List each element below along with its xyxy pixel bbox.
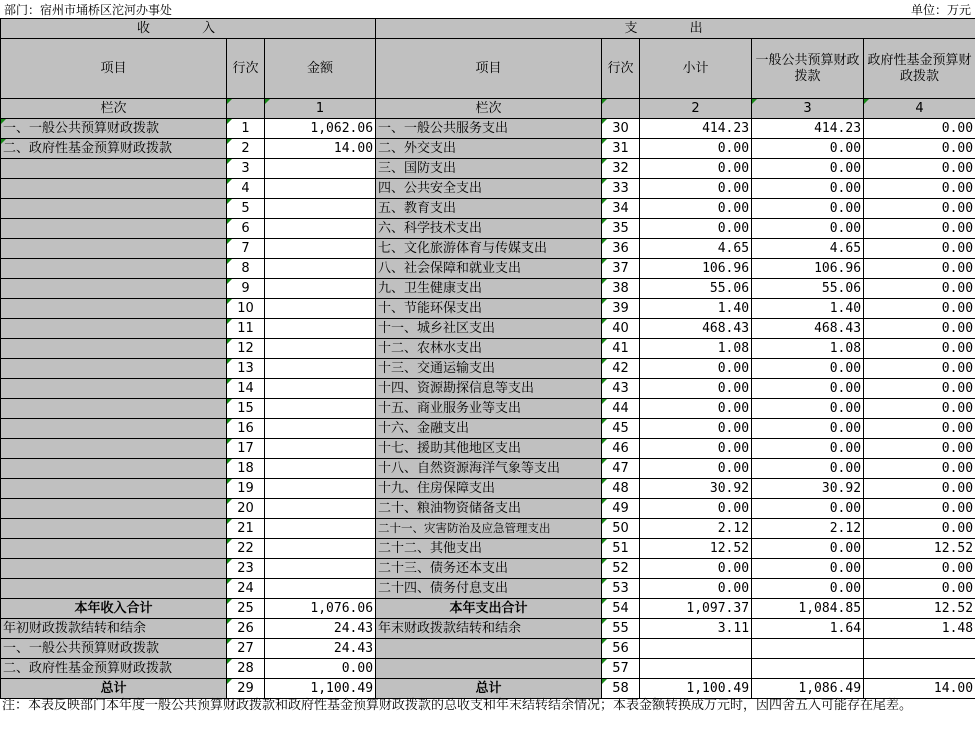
fund-budget-value: 0.00 xyxy=(864,159,975,179)
colnum-blank xyxy=(602,99,640,119)
colnum-label: 栏次 xyxy=(1,99,227,119)
fund-budget-value: 0.00 xyxy=(864,319,975,339)
expense-line: 46 xyxy=(602,439,640,459)
expense-item: 三、国防支出 xyxy=(376,159,602,179)
income-item xyxy=(1,439,227,459)
table-row xyxy=(1,239,975,259)
fund-budget-value: 0.00 xyxy=(864,559,975,579)
expense-item: 二十一、灾害防治及应急管理支出 xyxy=(376,519,602,539)
unit-label: 单位：万元 xyxy=(910,3,971,17)
expense-item: 九、卫生健康支出 xyxy=(376,279,602,299)
income-amount xyxy=(265,279,376,299)
expense-line: 56 xyxy=(602,639,640,659)
expense-item: 四、公共安全支出 xyxy=(376,179,602,199)
table-row xyxy=(1,159,975,179)
expense-line: 48 xyxy=(602,479,640,499)
budget-table xyxy=(0,18,975,699)
subtotal-value: 1,100.49 xyxy=(640,679,752,699)
income-amount: 1,076.06 xyxy=(265,599,376,619)
subtotal-value: 30.92 xyxy=(640,479,752,499)
subtotal-value: 2.12 xyxy=(640,519,752,539)
income-amount xyxy=(265,359,376,379)
subtotal-value: 1.40 xyxy=(640,299,752,319)
table-row xyxy=(1,359,975,379)
expense-line: 39 xyxy=(602,299,640,319)
fund-budget-value: 0.00 xyxy=(864,519,975,539)
subtotal-value: 468.43 xyxy=(640,319,752,339)
general-budget-value xyxy=(752,639,864,659)
expense-item: 十六、金融支出 xyxy=(376,419,602,439)
income-line: 26 xyxy=(227,619,265,639)
income-line: 3 xyxy=(227,159,265,179)
subtotal-value: 1,097.37 xyxy=(640,599,752,619)
expense-line: 53 xyxy=(602,579,640,599)
table-row xyxy=(1,299,975,319)
grand-total-row xyxy=(1,679,975,699)
income-item xyxy=(1,379,227,399)
table-row xyxy=(1,319,975,339)
expense-line: 58 xyxy=(602,679,640,699)
income-item xyxy=(1,499,227,519)
expense-title: 支 出 xyxy=(376,19,975,39)
income-amount xyxy=(265,199,376,219)
fund-budget-value: 0.00 xyxy=(864,499,975,519)
amount-header: 金额 xyxy=(265,39,376,99)
income-amount xyxy=(265,579,376,599)
expense-line: 42 xyxy=(602,359,640,379)
expense-line: 49 xyxy=(602,499,640,519)
table-row xyxy=(1,199,975,219)
table-row xyxy=(1,579,975,599)
general-budget-value: 0.00 xyxy=(752,379,864,399)
expense-line: 50 xyxy=(602,519,640,539)
expense-line: 34 xyxy=(602,199,640,219)
subtotal-value: 0.00 xyxy=(640,579,752,599)
income-title: 收 入 xyxy=(1,19,376,39)
expense-item xyxy=(376,659,602,679)
income-amount xyxy=(265,539,376,559)
income-amount: 1,100.49 xyxy=(265,679,376,699)
income-item xyxy=(1,419,227,439)
general-budget-value: 0.00 xyxy=(752,159,864,179)
expense-item: 十八、自然资源海洋气象等支出 xyxy=(376,459,602,479)
income-amount xyxy=(265,499,376,519)
general-budget-value: 468.43 xyxy=(752,319,864,339)
subtotal-value: 0.00 xyxy=(640,439,752,459)
income-amount xyxy=(265,399,376,419)
expense-item: 二十四、债务付息支出 xyxy=(376,579,602,599)
general-budget-value: 0.00 xyxy=(752,579,864,599)
expense-line: 32 xyxy=(602,159,640,179)
expense-line: 55 xyxy=(602,619,640,639)
expense-line: 47 xyxy=(602,459,640,479)
income-line: 24 xyxy=(227,579,265,599)
fund-budget-value: 0.00 xyxy=(864,579,975,599)
income-line: 2 xyxy=(227,139,265,159)
annual-total-row xyxy=(1,599,975,619)
fund-budget-value: 14.00 xyxy=(864,679,975,699)
expense-line: 30 xyxy=(602,119,640,139)
fund-budget-value: 0.00 xyxy=(864,279,975,299)
income-item xyxy=(1,159,227,179)
general-budget-value: 1.64 xyxy=(752,619,864,639)
subtotal-value: 0.00 xyxy=(640,199,752,219)
income-item xyxy=(1,559,227,579)
income-amount xyxy=(265,419,376,439)
income-amount xyxy=(265,259,376,279)
subtotal-value: 0.00 xyxy=(640,139,752,159)
income-line: 13 xyxy=(227,359,265,379)
expense-item: 二十三、债务还本支出 xyxy=(376,559,602,579)
income-item xyxy=(1,519,227,539)
subtotal-value: 0.00 xyxy=(640,159,752,179)
income-amount xyxy=(265,339,376,359)
expense-line: 51 xyxy=(602,539,640,559)
expense-line-header: 行次 xyxy=(602,39,640,99)
expense-line: 43 xyxy=(602,379,640,399)
income-item: 本年收入合计 xyxy=(1,599,227,619)
income-item xyxy=(1,259,227,279)
income-line: 27 xyxy=(227,639,265,659)
income-item xyxy=(1,319,227,339)
expense-line: 36 xyxy=(602,239,640,259)
income-line: 12 xyxy=(227,339,265,359)
expense-item: 六、科学技术支出 xyxy=(376,219,602,239)
table-row xyxy=(1,219,975,239)
general-budget-value: 106.96 xyxy=(752,259,864,279)
expense-item: 二、外交支出 xyxy=(376,139,602,159)
department-label: 部门：宿州市埇桥区沱河办事处 xyxy=(4,3,173,17)
expense-item: 十五、商业服务业等支出 xyxy=(376,399,602,419)
table-row xyxy=(1,479,975,499)
subtotal-value: 55.06 xyxy=(640,279,752,299)
income-line-header: 行次 xyxy=(227,39,265,99)
income-amount xyxy=(265,559,376,579)
expense-item: 二十、粮油物资储备支出 xyxy=(376,499,602,519)
colnum-3: 3 xyxy=(752,99,864,119)
income-amount xyxy=(265,239,376,259)
table-row xyxy=(1,179,975,199)
fund-budget-value: 0.00 xyxy=(864,119,975,139)
subtotal-header: 小计 xyxy=(640,39,752,99)
income-item xyxy=(1,279,227,299)
fund-budget-value: 0.00 xyxy=(864,359,975,379)
income-item xyxy=(1,179,227,199)
table-row xyxy=(1,339,975,359)
expense-item: 年末财政拨款结转和结余 xyxy=(376,619,602,639)
income-item xyxy=(1,199,227,219)
general-budget-value: 0.00 xyxy=(752,199,864,219)
general-budget-value: 0.00 xyxy=(752,499,864,519)
income-line: 29 xyxy=(227,679,265,699)
income-line: 23 xyxy=(227,559,265,579)
general-budget-value: 30.92 xyxy=(752,479,864,499)
income-line: 19 xyxy=(227,479,265,499)
expense-line: 54 xyxy=(602,599,640,619)
income-item: 二、政府性基金预算财政拨款 xyxy=(1,659,227,679)
income-line: 16 xyxy=(227,419,265,439)
subtotal-value: 106.96 xyxy=(640,259,752,279)
income-amount xyxy=(265,219,376,239)
expense-item: 十三、交通运输支出 xyxy=(376,359,602,379)
column-number-row xyxy=(1,99,975,119)
subtotal-value: 4.65 xyxy=(640,239,752,259)
income-item: 年初财政拨款结转和结余 xyxy=(1,619,227,639)
expense-item: 八、社会保障和就业支出 xyxy=(376,259,602,279)
subtotal-value: 414.23 xyxy=(640,119,752,139)
income-line: 11 xyxy=(227,319,265,339)
fund-budget-value: 0.00 xyxy=(864,379,975,399)
section-title-row xyxy=(1,19,975,39)
income-amount: 24.43 xyxy=(265,639,376,659)
general-budget-value: 414.23 xyxy=(752,119,864,139)
income-line: 18 xyxy=(227,459,265,479)
income-line: 22 xyxy=(227,539,265,559)
table-row xyxy=(1,499,975,519)
income-amount: 1,062.06 xyxy=(265,119,376,139)
table-row xyxy=(1,399,975,419)
expense-line: 41 xyxy=(602,339,640,359)
fund-budget-value: 0.00 xyxy=(864,219,975,239)
income-item xyxy=(1,459,227,479)
expense-line: 44 xyxy=(602,399,640,419)
subtotal-value: 0.00 xyxy=(640,499,752,519)
income-amount xyxy=(265,379,376,399)
footnote: 注：本表反映部门本年度一般公共预算财政拨款和政府性基金预算财政拨款的总收支和年末结转结余情况；本表金额转换成万元时，因四舍五入可能存在尾差。 xyxy=(2,698,913,713)
fund-budget-value: 0.00 xyxy=(864,479,975,499)
table-row xyxy=(1,279,975,299)
income-item: 一、一般公共预算财政拨款 xyxy=(1,639,227,659)
income-line: 17 xyxy=(227,439,265,459)
table-row xyxy=(1,379,975,399)
income-item xyxy=(1,339,227,359)
expense-item: 总计 xyxy=(376,679,602,699)
income-line: 4 xyxy=(227,179,265,199)
income-line: 5 xyxy=(227,199,265,219)
fund-budget-value: 0.00 xyxy=(864,239,975,259)
income-amount xyxy=(265,439,376,459)
fund-budget-value: 12.52 xyxy=(864,539,975,559)
expense-line: 52 xyxy=(602,559,640,579)
expense-item: 十九、住房保障支出 xyxy=(376,479,602,499)
income-amount xyxy=(265,319,376,339)
income-item xyxy=(1,219,227,239)
income-line: 1 xyxy=(227,119,265,139)
expense-item: 十七、援助其他地区支出 xyxy=(376,439,602,459)
colnum-label: 栏次 xyxy=(376,99,602,119)
general-budget-value: 1.08 xyxy=(752,339,864,359)
fund-budget-value: 1.48 xyxy=(864,619,975,639)
general-budget-value: 0.00 xyxy=(752,539,864,559)
expense-item: 本年支出合计 xyxy=(376,599,602,619)
expense-item: 十四、资源勘探信息等支出 xyxy=(376,379,602,399)
income-line: 6 xyxy=(227,219,265,239)
expense-item: 十二、农林水支出 xyxy=(376,339,602,359)
report-header xyxy=(0,0,975,18)
general-budget-value: 55.06 xyxy=(752,279,864,299)
income-line: 20 xyxy=(227,499,265,519)
income-amount xyxy=(265,519,376,539)
income-item xyxy=(1,539,227,559)
colnum-2: 2 xyxy=(640,99,752,119)
general-budget-value: 4.65 xyxy=(752,239,864,259)
subtotal-value: 3.11 xyxy=(640,619,752,639)
income-item xyxy=(1,359,227,379)
general-budget-value: 0.00 xyxy=(752,559,864,579)
fund-budget-header: 政府性基金预算财政拨款 xyxy=(864,39,975,99)
subtotal-value: 0.00 xyxy=(640,219,752,239)
fund-budget-value: 0.00 xyxy=(864,259,975,279)
income-line: 9 xyxy=(227,279,265,299)
fund-budget-value: 0.00 xyxy=(864,299,975,319)
carryover-general-row xyxy=(1,639,975,659)
subtotal-value: 0.00 xyxy=(640,399,752,419)
table-row xyxy=(1,139,975,159)
expense-item: 十一、城乡社区支出 xyxy=(376,319,602,339)
general-budget-value: 0.00 xyxy=(752,439,864,459)
expense-line: 38 xyxy=(602,279,640,299)
subtotal-value: 12.52 xyxy=(640,539,752,559)
fund-budget-value: 0.00 xyxy=(864,339,975,359)
income-line: 28 xyxy=(227,659,265,679)
subtotal-value: 0.00 xyxy=(640,459,752,479)
expense-line: 57 xyxy=(602,659,640,679)
subtotal-value: 0.00 xyxy=(640,359,752,379)
fund-budget-value xyxy=(864,659,975,679)
expense-line: 35 xyxy=(602,219,640,239)
income-amount xyxy=(265,479,376,499)
general-budget-value: 1,086.49 xyxy=(752,679,864,699)
income-item xyxy=(1,479,227,499)
expense-line: 45 xyxy=(602,419,640,439)
general-budget-value: 0.00 xyxy=(752,419,864,439)
income-item: 一、一般公共预算财政拨款 xyxy=(1,119,227,139)
expense-item: 七、文化旅游体育与传媒支出 xyxy=(376,239,602,259)
general-budget-value: 0.00 xyxy=(752,139,864,159)
subtotal-value: 0.00 xyxy=(640,379,752,399)
income-item xyxy=(1,299,227,319)
income-line: 7 xyxy=(227,239,265,259)
subtotal-value xyxy=(640,659,752,679)
general-budget-value: 0.00 xyxy=(752,459,864,479)
expense-item: 五、教育支出 xyxy=(376,199,602,219)
table-row xyxy=(1,259,975,279)
income-item xyxy=(1,579,227,599)
general-budget-value: 1.40 xyxy=(752,299,864,319)
carryover-row xyxy=(1,619,975,639)
table-row xyxy=(1,519,975,539)
income-item xyxy=(1,399,227,419)
colnum-blank xyxy=(227,99,265,119)
income-amount xyxy=(265,299,376,319)
income-line: 10 xyxy=(227,299,265,319)
table-row xyxy=(1,539,975,559)
fund-budget-value: 0.00 xyxy=(864,439,975,459)
general-budget-value: 0.00 xyxy=(752,399,864,419)
income-item xyxy=(1,239,227,259)
income-line: 21 xyxy=(227,519,265,539)
fund-budget-value: 12.52 xyxy=(864,599,975,619)
expense-item: 一、一般公共服务支出 xyxy=(376,119,602,139)
colnum-1: 1 xyxy=(265,99,376,119)
subtotal-value: 0.00 xyxy=(640,419,752,439)
table-row xyxy=(1,419,975,439)
income-line: 15 xyxy=(227,399,265,419)
fund-budget-value: 0.00 xyxy=(864,419,975,439)
subtotal-value: 0.00 xyxy=(640,179,752,199)
income-item: 总计 xyxy=(1,679,227,699)
general-budget-header: 一般公共预算财政拨款 xyxy=(752,39,864,99)
income-amount: 24.43 xyxy=(265,619,376,639)
colnum-4: 4 xyxy=(864,99,975,119)
income-amount xyxy=(265,159,376,179)
expense-line: 31 xyxy=(602,139,640,159)
subtotal-value: 1.08 xyxy=(640,339,752,359)
table-row xyxy=(1,459,975,479)
expense-line: 37 xyxy=(602,259,640,279)
fund-budget-value xyxy=(864,639,975,659)
income-amount xyxy=(265,179,376,199)
column-header-row xyxy=(1,39,975,99)
carryover-fund-row xyxy=(1,659,975,679)
income-amount: 14.00 xyxy=(265,139,376,159)
income-item: 二、政府性基金预算财政拨款 xyxy=(1,139,227,159)
fund-budget-value: 0.00 xyxy=(864,199,975,219)
general-budget-value: 0.00 xyxy=(752,219,864,239)
table-row xyxy=(1,119,975,139)
general-budget-value xyxy=(752,659,864,679)
income-line: 14 xyxy=(227,379,265,399)
income-item-header: 项目 xyxy=(1,39,227,99)
fund-budget-value: 0.00 xyxy=(864,139,975,159)
income-amount xyxy=(265,459,376,479)
fund-budget-value: 0.00 xyxy=(864,399,975,419)
subtotal-value xyxy=(640,639,752,659)
expense-item xyxy=(376,639,602,659)
expense-item: 十、节能环保支出 xyxy=(376,299,602,319)
general-budget-value: 2.12 xyxy=(752,519,864,539)
fund-budget-value: 0.00 xyxy=(864,179,975,199)
general-budget-value: 0.00 xyxy=(752,359,864,379)
general-budget-value: 0.00 xyxy=(752,179,864,199)
income-line: 8 xyxy=(227,259,265,279)
fund-budget-value: 0.00 xyxy=(864,459,975,479)
expense-item-header: 项目 xyxy=(376,39,602,99)
subtotal-value: 0.00 xyxy=(640,559,752,579)
income-amount: 0.00 xyxy=(265,659,376,679)
general-budget-value: 1,084.85 xyxy=(752,599,864,619)
table-row xyxy=(1,439,975,459)
expense-line: 33 xyxy=(602,179,640,199)
income-line: 25 xyxy=(227,599,265,619)
expense-item: 二十二、其他支出 xyxy=(376,539,602,559)
table-row xyxy=(1,559,975,579)
expense-line: 40 xyxy=(602,319,640,339)
